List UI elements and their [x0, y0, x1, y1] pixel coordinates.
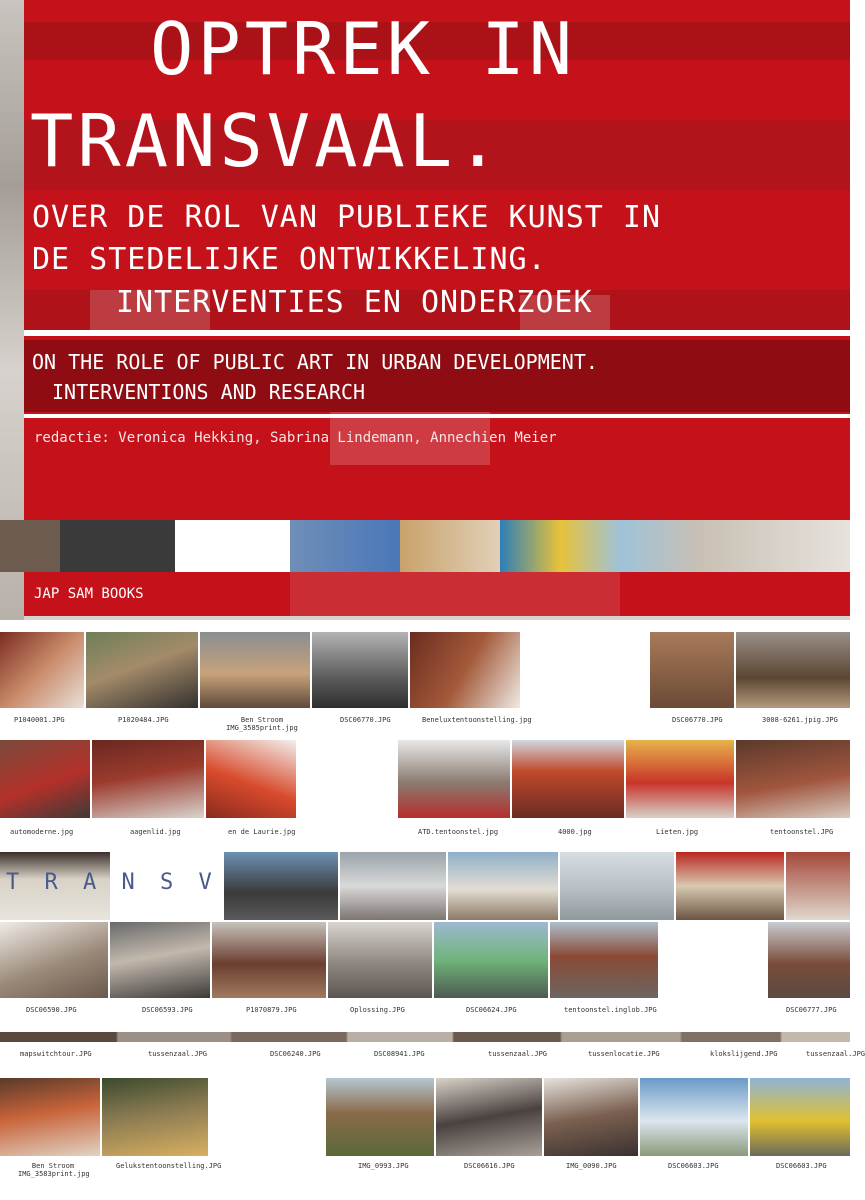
photo-strip-top — [0, 520, 850, 572]
photo-caption: DSC06624.JPG — [466, 1006, 517, 1014]
photo-caption: tussenlocatie.JPG — [588, 1050, 660, 1058]
contact-photo — [0, 740, 90, 818]
photo-caption: DSC06590.JPG — [26, 1006, 77, 1014]
contact-photo — [200, 632, 310, 708]
photo-caption: en de Laurie.jpg — [228, 828, 296, 836]
photo-caption: P1070879.JPG — [246, 1006, 297, 1014]
divider-line — [24, 330, 850, 336]
photo-caption: Beneluxtentoonstelling.jpg — [422, 716, 532, 724]
photo-caption: DSC06593.JPG — [142, 1006, 193, 1014]
photo-caption: DSC06603.JPG — [776, 1162, 827, 1170]
contact-photo — [786, 852, 850, 920]
contact-photo — [340, 852, 446, 920]
photo-caption: DSC08941.JPG — [374, 1050, 425, 1058]
photo-caption: Oplossing.JPG — [350, 1006, 405, 1014]
contact-photo — [736, 632, 850, 708]
photo-caption: Gelukstentoonstelling.JPG — [116, 1162, 222, 1170]
photo-caption: Ben Stroom IMG_3585print.jpg — [226, 716, 298, 732]
photo-caption: 3008-6261.jpig.JPG — [762, 716, 838, 724]
publisher-bar-fade — [290, 572, 620, 616]
photo-caption: IMG_0993.JPG — [358, 1162, 409, 1170]
photo-caption: DSC06616.JPG — [464, 1162, 515, 1170]
title-line-2: TRANSVAAL. — [30, 99, 504, 183]
contact-photo — [86, 632, 198, 708]
photo-caption: DSC06603.JPG — [668, 1162, 719, 1170]
editors-line: redactie: Veronica Hekking, Sabrina Lindemann, Annechien Meier — [34, 430, 557, 446]
photo-caption: IMG_0090.JPG — [566, 1162, 617, 1170]
photo-caption: aagenlid.jpg — [130, 828, 181, 836]
contact-photo — [550, 922, 658, 998]
contact-photo — [110, 922, 210, 998]
contact-photo — [212, 922, 326, 998]
contact-photo — [398, 740, 510, 818]
photo-caption: klokslijgend.JPG — [710, 1050, 778, 1058]
contact-photo — [750, 1078, 850, 1156]
contact-photo — [92, 740, 204, 818]
contact-photo — [410, 632, 520, 708]
photo-caption: DSC06777.JPG — [786, 1006, 837, 1014]
photo-caption: DSC06240.JPG — [270, 1050, 321, 1058]
photo-caption: DSC06770.JPG — [340, 716, 391, 724]
photo-caption: mapswitchtour.JPG — [20, 1050, 92, 1058]
contact-photo — [224, 852, 338, 920]
photo-caption: 4000.jpg — [558, 828, 592, 836]
photo-caption: ATD.tentoonstel.jpg — [418, 828, 499, 836]
photo-caption: tussenzaal.JPG — [806, 1050, 865, 1058]
title-line-1: OPTREK IN — [150, 7, 577, 91]
en-subtitle-line-2: INTERVENTIONS AND RESEARCH — [52, 380, 366, 404]
contact-photo — [544, 1078, 638, 1156]
publisher-name: JAP SAM BOOKS — [34, 586, 144, 602]
photo-caption: tussenzaal.JPG — [488, 1050, 548, 1058]
contact-photo — [736, 740, 850, 818]
nl-subtitle-line-2: DE STEDELIJKE ONTWIKKELING. — [32, 242, 547, 277]
photo-caption: Lieten.jpg — [656, 828, 699, 836]
photo-caption: tentoonstel.JPG — [770, 828, 834, 836]
contact-photo — [0, 632, 84, 708]
photo-sign-lettering: T R A N S V — [6, 870, 218, 895]
en-subtitle-line-1: ON THE ROLE OF PUBLIC ART IN URBAN DEVELOPMENT. — [32, 350, 598, 374]
contact-photo — [768, 922, 850, 998]
contact-photo — [560, 852, 674, 920]
contact-photo — [512, 740, 624, 818]
contact-photo — [676, 852, 784, 920]
photo-caption: Ben Stroom IMG_3583print.jpg — [18, 1162, 90, 1178]
photo-caption: automoderne.jpg — [10, 828, 74, 836]
photo-caption: P1040001.JPG — [14, 716, 65, 724]
contact-photo — [0, 922, 108, 998]
divider-line — [24, 414, 850, 418]
contact-photo — [640, 1078, 748, 1156]
contact-photo — [326, 1078, 434, 1156]
contact-photo — [448, 852, 558, 920]
contact-photo — [102, 1078, 208, 1156]
photo-caption: P1020484.JPG — [118, 716, 169, 724]
photo-caption: tentoonstel.inglob.JPG — [564, 1006, 657, 1014]
contact-photo — [650, 632, 734, 708]
contact-photo — [434, 922, 548, 998]
photo-caption: DSC06770.JPG — [672, 716, 723, 724]
nl-subtitle-line-3: INTERVENTIES EN ONDERZOEK — [116, 285, 593, 320]
contact-photo — [436, 1078, 542, 1156]
photo-caption: tussenzaal.JPG — [148, 1050, 208, 1058]
nl-subtitle-line-1: OVER DE ROL VAN PUBLIEKE KUNST IN — [32, 200, 662, 235]
contact-photo — [328, 922, 432, 998]
contact-photo — [206, 740, 296, 818]
contact-photo — [312, 632, 408, 708]
contact-photo-strip — [0, 1032, 850, 1042]
contact-photo — [0, 1078, 100, 1156]
contact-photo — [626, 740, 734, 818]
